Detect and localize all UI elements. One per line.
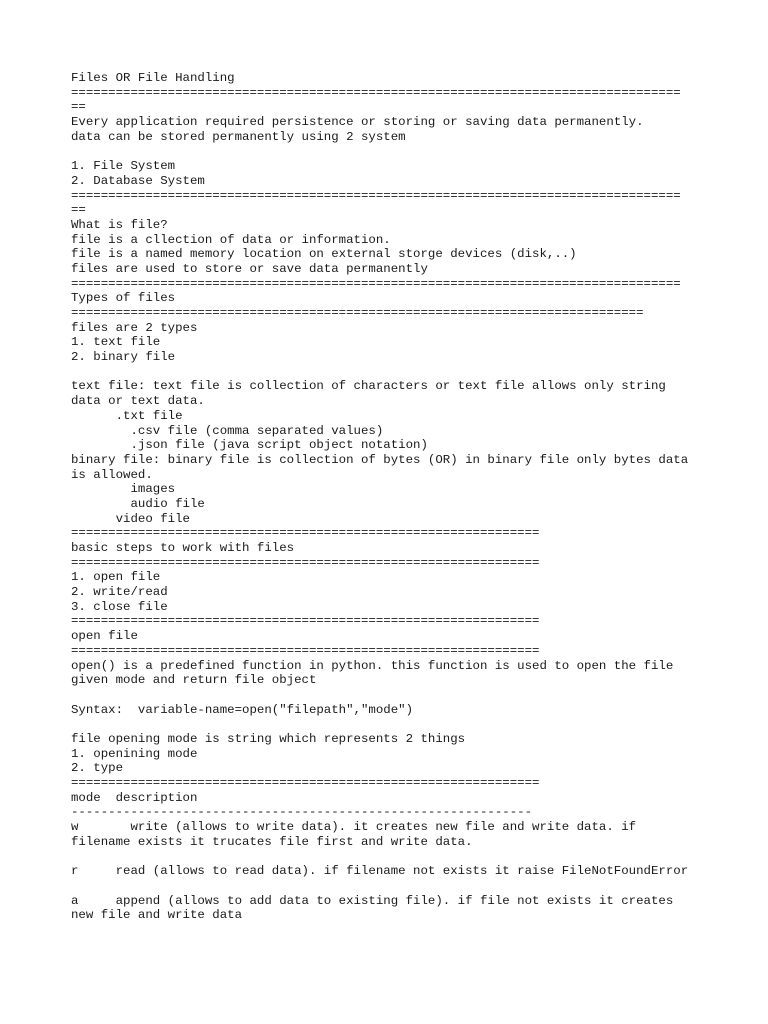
text-line: file is a named memory location on external storge devices (disk,..) bbox=[71, 247, 577, 262]
text-line: audio file bbox=[71, 496, 205, 511]
text-line: Files OR File Handling bbox=[71, 71, 235, 85]
text-line: Every application required persistence or storing or saving data permanently. bbox=[71, 115, 644, 130]
document-body bbox=[71, 71, 711, 923]
text-line: Types of files bbox=[71, 291, 176, 306]
text-line: files are used to store or save data permanently bbox=[71, 261, 428, 276]
text-line: 1. File System bbox=[71, 159, 176, 174]
text-line: -------------------------------------------------------------- bbox=[71, 805, 533, 820]
text-line: .json file (java script object notation) bbox=[71, 438, 428, 453]
text-line: ================================================================================== bbox=[71, 276, 681, 291]
text-line: =============================================================== bbox=[71, 614, 540, 629]
text-line bbox=[71, 688, 711, 703]
text-line: data can be stored permanently using 2 system bbox=[71, 129, 406, 144]
text-line: 1. text file bbox=[71, 335, 161, 350]
text-line: 2. Database System bbox=[71, 173, 205, 188]
text-line: 3. close file bbox=[71, 599, 168, 614]
text-line: open file bbox=[71, 629, 138, 644]
text-line: video file bbox=[71, 511, 190, 526]
text-line: open() is a predefined function in python. this function is used to open the file bbox=[71, 658, 674, 673]
text-line: ================================================================================== bbox=[71, 85, 681, 100]
text-line: .txt file bbox=[71, 408, 183, 423]
text-line: binary file: binary file is collection of bytes (OR) in binary file only bytes data bbox=[71, 452, 689, 467]
text-line: =============================================================== bbox=[71, 555, 540, 570]
text-line: r read (allows to read data). if filename not exists it raise FileNotFoundError bbox=[71, 864, 689, 879]
text-line: file is a cllection of data or information. bbox=[71, 232, 391, 247]
text-line: Syntax: variable-name=open("filepath","mode") bbox=[71, 702, 414, 717]
text-line: images bbox=[71, 482, 176, 497]
text-line: =============================================================== bbox=[71, 643, 540, 658]
text-line: data or text data. bbox=[71, 394, 205, 409]
text-line: given mode and return file object bbox=[71, 673, 317, 688]
text-line: =============================================================== bbox=[71, 526, 540, 541]
text-line: 2. binary file bbox=[71, 350, 176, 365]
text-line: .csv file (comma separated values) bbox=[71, 423, 384, 438]
text-line bbox=[71, 144, 711, 159]
text-line bbox=[71, 849, 711, 864]
text-line: filename exists it trucates file first and write data. bbox=[71, 834, 473, 849]
text-line: == bbox=[71, 203, 86, 218]
text-line: file opening mode is string which represents 2 things bbox=[71, 731, 466, 746]
text-line: a append (allows to add data to existing file). if file not exists it creates bbox=[71, 893, 674, 908]
text-line: =============================================================== bbox=[71, 776, 540, 790]
text-line: text file: text file is collection of characters or text file allows only string bbox=[71, 379, 666, 394]
text-line: 2. write/read bbox=[71, 585, 168, 600]
text-line: files are 2 types bbox=[71, 320, 198, 335]
text-line bbox=[71, 365, 711, 380]
text-line: 1. open file bbox=[71, 570, 161, 585]
text-line: new file and write data bbox=[71, 908, 243, 923]
text-line: ================================================================================== bbox=[71, 188, 681, 203]
text-line: is allowed. bbox=[71, 467, 153, 482]
text-line: ============================================================================= bbox=[71, 306, 644, 320]
text-line: mode description bbox=[71, 790, 198, 805]
text-line: == bbox=[71, 100, 86, 115]
text-line bbox=[71, 717, 711, 732]
text-line: What is file? bbox=[71, 217, 168, 232]
text-line: 2. type bbox=[71, 761, 124, 776]
text-line: basic steps to work with files bbox=[71, 541, 295, 555]
text-line: 1. openining mode bbox=[71, 746, 198, 761]
text-line: w write (allows to write data). it creates new file and write data. if bbox=[71, 820, 637, 835]
text-line bbox=[71, 879, 711, 894]
